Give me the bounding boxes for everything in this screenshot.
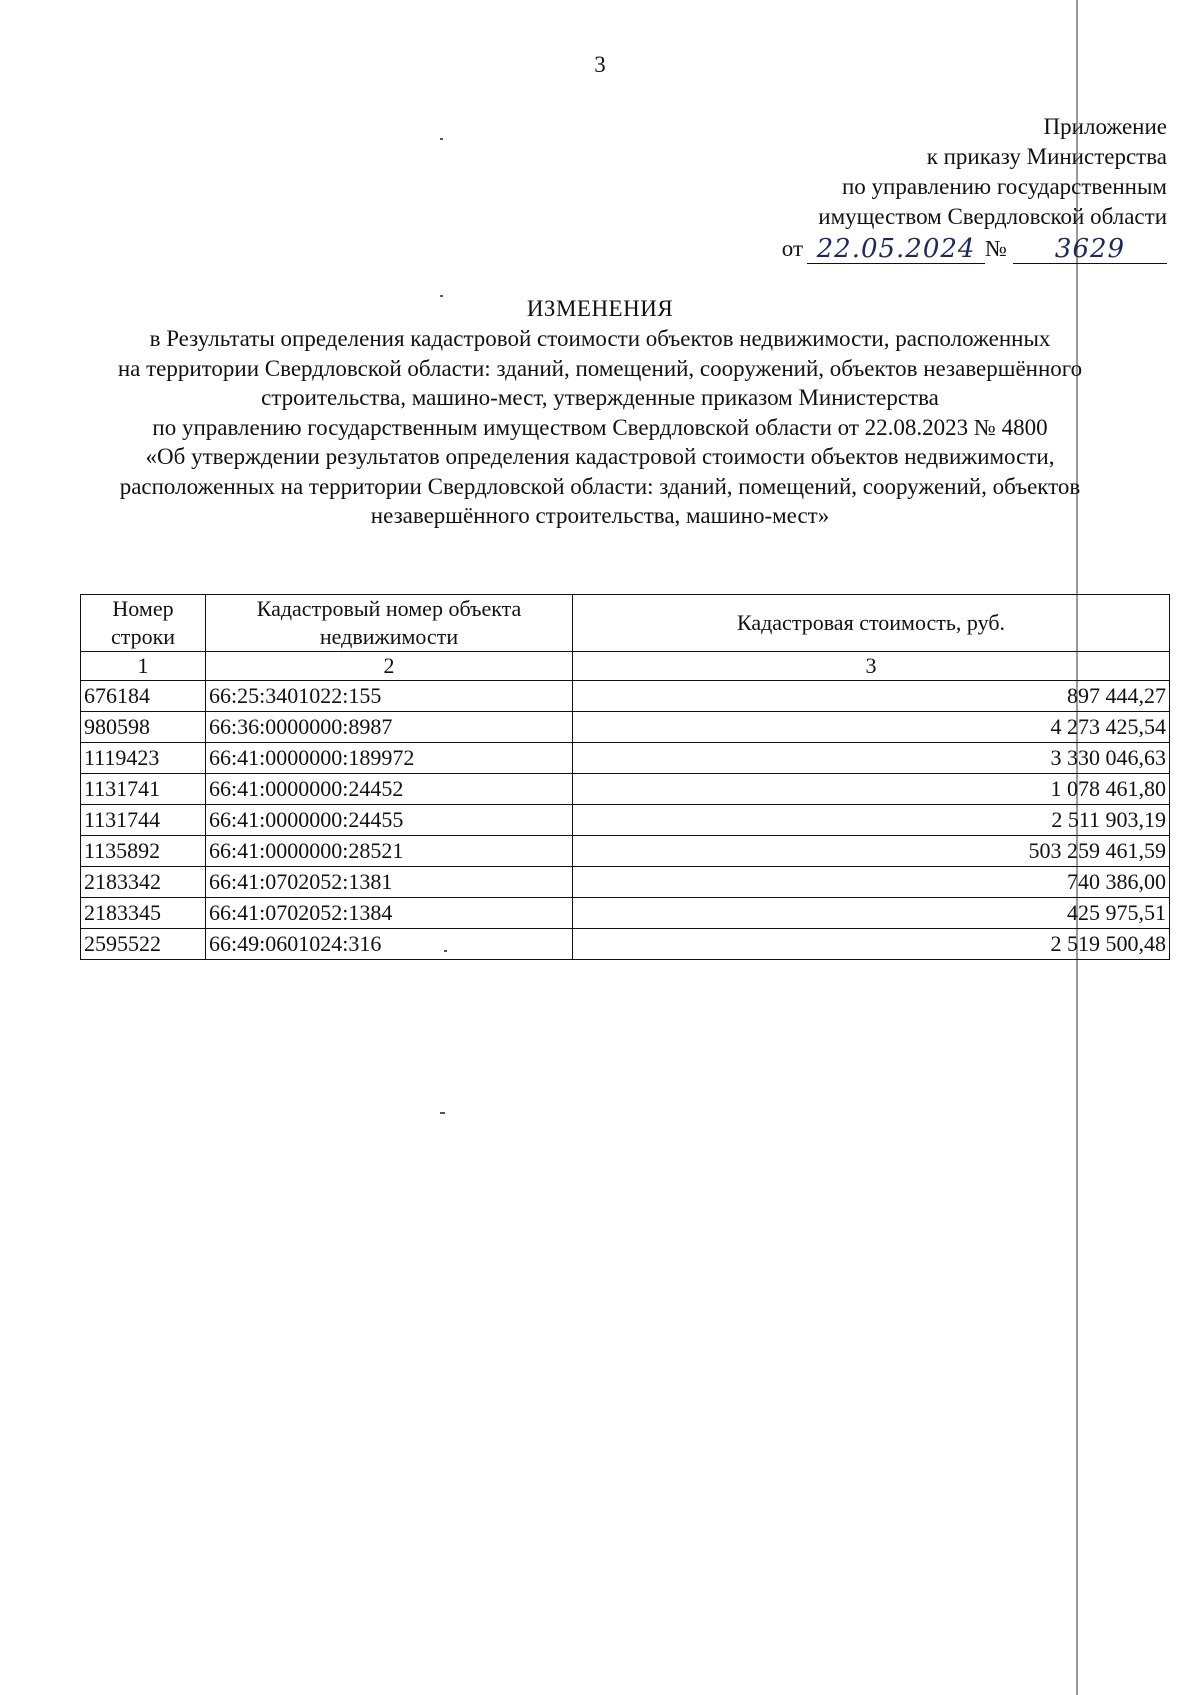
- cadastral-number-cell: 66:41:0000000:28521: [206, 836, 573, 867]
- row-number-cell: 676184: [81, 681, 206, 712]
- column-number: 1: [81, 652, 206, 681]
- row-number-cell: 2595522: [81, 929, 206, 960]
- cadastral-value-cell: 740 386,00: [573, 867, 1170, 898]
- handwritten-date: 22.05.2024: [807, 235, 985, 264]
- row-number-cell: 2183345: [81, 898, 206, 929]
- description-line: строительства, машино-мест, утвержденные приказом Министерства: [261, 385, 939, 410]
- cadastral-number-cell: 66:25:3401022:155: [206, 681, 573, 712]
- cadastral-number-cell: 66:41:0000000:189972: [206, 743, 573, 774]
- cadastral-number-cell: 66:41:0000000:24455: [206, 805, 573, 836]
- scan-speck: [440, 1112, 445, 1114]
- table-row: [81, 836, 1170, 867]
- row-number-cell: 1131744: [81, 805, 206, 836]
- description-line: расположенных на территории Свердловской области: зданий, помещений, сооружений, объектов: [119, 473, 1081, 499]
- description-line: незавершённого строительства, машино-мест»: [370, 503, 830, 528]
- table-row: [81, 929, 1170, 960]
- table-row: [81, 681, 1170, 712]
- row-number-cell: 1119423: [81, 743, 206, 774]
- column-number: 2: [206, 652, 573, 681]
- row-number-cell: 1131741: [81, 774, 206, 805]
- table-row: [81, 867, 1170, 898]
- table-row: [81, 774, 1170, 805]
- cadastral-value-cell: 503 259 461,59: [573, 836, 1170, 867]
- description-line: в Результаты определения кадастровой стоимости объектов недвижимости, расположенных: [149, 326, 1051, 351]
- description-line: «Об утверждении результатов определения кадастровой стоимости объектов недвижимости,: [145, 444, 1055, 469]
- appendix-line: к приказу Министерства: [926, 144, 1167, 169]
- handwritten-order-number: 3629: [1013, 235, 1167, 264]
- cadastral-value-cell: 1 078 461,80: [573, 774, 1170, 805]
- appendix-block: [607, 112, 1167, 264]
- document-title: ИЗМЕНЕНИЯ: [526, 296, 674, 321]
- header-cadastral-number: Кадастровый номер объекта недвижимости: [206, 595, 573, 652]
- column-number: 3: [573, 652, 1170, 681]
- table-row: [81, 898, 1170, 929]
- order-date-number: [607, 232, 1167, 264]
- header-row-number: Номер строки: [81, 595, 206, 652]
- table-header-row: [81, 595, 1170, 652]
- appendix-line: по управлению государственным: [842, 174, 1167, 199]
- appendix-line: Приложение: [1043, 114, 1167, 139]
- number-prefix: №: [985, 236, 1007, 261]
- cadastral-value-cell: 3 330 046,63: [573, 743, 1170, 774]
- table-row: [81, 712, 1170, 743]
- column-number-row: [81, 652, 1170, 681]
- row-number-cell: 980598: [81, 712, 206, 743]
- cadastral-value-cell: 4 273 425,54: [573, 712, 1170, 743]
- date-prefix: от: [781, 236, 804, 261]
- row-number-cell: 2183342: [81, 867, 206, 898]
- cadastral-value-cell: 2 519 500,48: [573, 929, 1170, 960]
- appendix-line: имуществом Свердловской области: [818, 204, 1167, 229]
- table-row: [81, 743, 1170, 774]
- description-line: по управлению государственным имуществом Свердловской области от 22.08.2023 № 4800: [152, 414, 1048, 440]
- cadastral-number-cell: 66:49:0601024:316: [206, 929, 573, 960]
- cadastral-value-table: [80, 594, 1170, 960]
- cadastral-number-cell: 66:41:0702052:1381: [206, 867, 573, 898]
- scan-speck: [440, 138, 443, 140]
- description-line: на территории Свердловской области: зданий, помещений, сооружений, объектов незавершённого: [117, 355, 1083, 381]
- cadastral-number-cell: 66:41:0702052:1384: [206, 898, 573, 929]
- document-description: [70, 324, 1130, 531]
- cadastral-number-cell: 66:36:0000000:8987: [206, 712, 573, 743]
- cadastral-value-cell: 897 444,27: [573, 681, 1170, 712]
- row-number-cell: 1135892: [81, 836, 206, 867]
- cadastral-value-cell: 2 511 903,19: [573, 805, 1170, 836]
- cadastral-number-cell: 66:41:0000000:24452: [206, 774, 573, 805]
- cadastral-value-cell: 425 975,51: [573, 898, 1170, 929]
- header-cadastral-value: Кадастровая стоимость, руб.: [573, 595, 1170, 652]
- page-number: 3: [594, 52, 606, 77]
- table-row: [81, 805, 1170, 836]
